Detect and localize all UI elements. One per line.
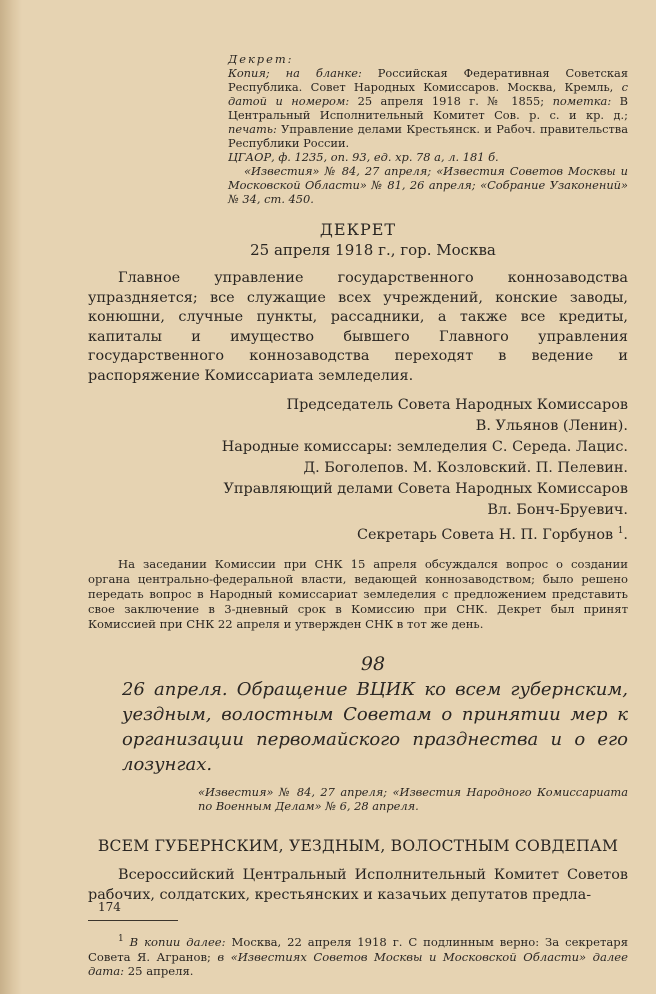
footnote-label: В копии далее: [129, 935, 226, 950]
source-mark-label: пометка: [552, 94, 612, 108]
source-block [228, 52, 628, 206]
source-label-line [228, 52, 628, 66]
source-seal-text: Управление делами Крестьянск. и Рабоч. правительства Республики России. [228, 122, 628, 150]
document-heading: 26 апреля. Обращение ВЦИК ко всем губернским, уездным, волостным Советам о принятии мер к организации первомайского празднества и о его лозунгах. [122, 679, 628, 776]
chair-name: В. Ульянов (Ленин). [475, 417, 628, 434]
commissars-line2: Д. Боголепов. М. Козловский. П. Пелевин. [303, 459, 628, 476]
source-seal-label: печать: [228, 122, 277, 136]
footnote-text2: 25 апреля. [127, 964, 194, 978]
source-blank-text: Российская Федеративная Советская Республика. Совет Народных Комиссаров. Москва, Кремль, [228, 66, 628, 94]
document-number: 98 [360, 653, 386, 676]
decree-date-place: 25 апреля 1918 г., гор. Москва [250, 241, 496, 259]
footnote-text1: Москва, 22 апреля 1918 г. С подлинным верно: За секретаря Совета Я. Агранов; [88, 935, 629, 964]
source-date-label: с датой и номером: [228, 80, 628, 108]
commissars-line1: Народные комиссары: земледелия С. Середа. Лацис. [221, 438, 628, 455]
appeal-body: Всероссийский Центральный Исполнительный Комитет Советов рабочих, солдатских, крестьянских и казачьих депутатов предла- [88, 867, 628, 904]
secretary-name: Секретарь Совета Н. П. Горбунов [357, 526, 614, 543]
decree-note: На заседании Комиссии при СНК 15 апреля обсуждался вопрос о создании органа центрально-федеральной власти, ведающей коннозаводством; было решено передать вопрос в Народный комиссариат земледелия с предложением представить свое заключение в 3-дневный срок в Комиссию при СНК. Декрет был принят Комиссией при СНК 22 апреля и утвержден СНК в тот же день. [88, 557, 628, 631]
page-number: 174 [98, 900, 121, 914]
source-copy-label: Копия; на бланке: [228, 66, 362, 80]
source-details [228, 66, 628, 150]
footnote-ref-mark: 1 [617, 525, 624, 536]
secretary-line [88, 521, 628, 546]
page-edge-shadow [0, 0, 22, 994]
chair-role: Председатель Совета Народных Комиссаров [286, 396, 628, 413]
source-mark-text: В Центральный Исполнительный Комитет Сов. р. с. и кр. д.; [228, 94, 628, 122]
source-publications: «Известия» № 84, 27 апреля; «Известия Советов Москвы и Московской Области» № 81, 26 апреля; «Собрание Узаконений» № 34, ст. 450. [228, 164, 628, 206]
decree-title: ДЕКРЕТ [319, 220, 397, 239]
manager-name: Вл. Бонч-Бруевич. [487, 501, 628, 518]
manager-role: Управляющий делами Совета Народных Комиссаров [223, 480, 628, 497]
source-date-text: 25 апреля 1918 г. № 1855; [357, 94, 545, 108]
source-archive: ЦГАОР, ф. 1235, оп. 93, ед. хр. 78 а, л. 181 б. [228, 150, 499, 164]
footnote-label2: в «Известиях Советов Москвы и Московской Области» далее дата: [88, 949, 628, 978]
decree-body: Главное управление государственного коннозаводства упраздняется; все служащие всех учреждений, конские заводы, конюшни, случные пункты, рассадники, а также все кредиты, капиталы и имущество бывшего Главного управления государственного коннозаводства переходят в ведение и распоряжение Комиссариата земледелия. [88, 270, 628, 384]
book-page [88, 52, 628, 990]
signatures-block [88, 395, 628, 546]
appeal-title: ВСЕМ ГУБЕРНСКИМ, УЕЗДНЫМ, ВОЛОСТНЫМ СОВДЕПАМ [97, 837, 619, 856]
footnote [88, 932, 628, 978]
document-source: «Известия» № 84, 27 апреля; «Известия Народного Комиссариата по Военным Делам» № 6, 28 апреля. [198, 785, 628, 814]
footnote-divider [88, 920, 178, 921]
source-label: Декрет: [228, 52, 294, 66]
secretary-end: . [623, 526, 628, 543]
footnote-mark: 1 [118, 934, 124, 945]
